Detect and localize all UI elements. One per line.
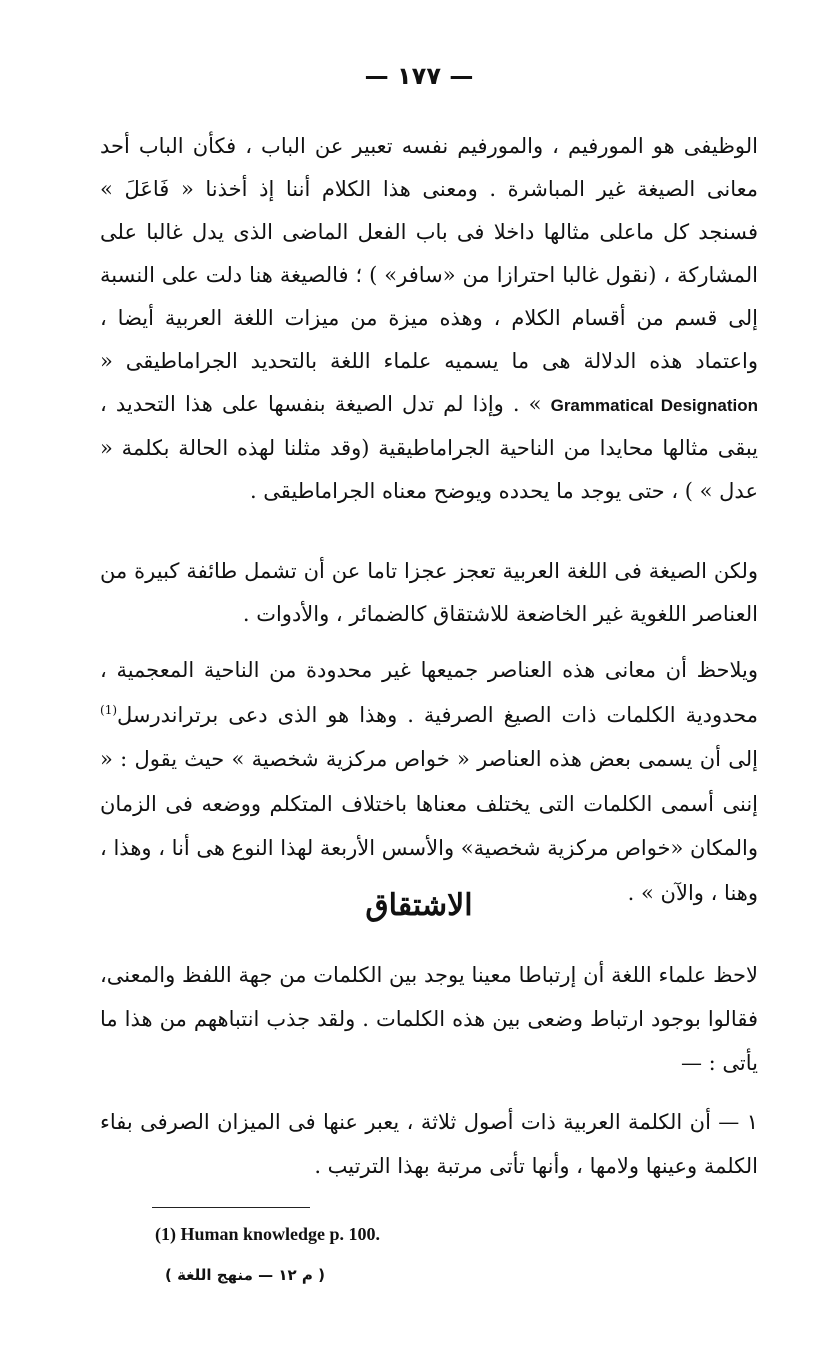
paragraph-text-part-1: الوظيفى هو المورفيم ، والمورفيم نفسه تعبير عن الباب ، فكأن الباب أحد معانى الصيغة غير المباشرة . ومعنى هذا الكلام أننا إذ أخذنا « فَاعَلَ » فسنجد كل ماعلى مثالها داخلا فى باب الفعل الماضى الذى يدل غالبا على المشاركة ، (نقول غالبا احترازا من «سافر» ) ؛ فالصيغة هنا دلت على النسبة إلى قسم من أقسام الكلام ، وهذه ميزة من ميزات اللغة العربية أيضا ، واعتماد هذه الدلالة هى ما يسميه علماء اللغة بالتحديد الجراماطيقى « <box>100 134 758 373</box>
printer-signature-mark: ( م ١٢ — منهج اللغة ) <box>165 1266 325 1284</box>
paragraph-text-part-1: ويلاحظ أن معانى هذه العناصر جميعها غير محدودة من الناحية المعجمية ، محدودية الكلمات ذات الصيغ الصرفية . وهذا هو الذى دعى برتراندرسل <box>100 658 758 727</box>
paragraph-morpheme-designation <box>100 125 758 513</box>
section-heading: الاشتقاق <box>365 888 473 923</box>
paragraph-derivation-intro: لاحظ علماء اللغة أن إرتباطا معينا يوجد بين الكلمات من جهة اللفظ والمعنى، فقالوا بوجود ارتباط وضعى بين هذه الكلمات . ولقد جذب انتباههم من هذا ما يأتى : — <box>100 963 758 1075</box>
paragraph-three-roots: ١ — أن الكلمة العربية ذات أصول ثلاثة ، يعبر عنها فى الميزان الصرفى بفاء الكلمة وعينها ولامها ، وأنها تأتى مرتبة بهذا الترتيب . <box>100 1110 758 1178</box>
english-term: Grammatical Designation <box>550 396 759 415</box>
page-number: — ١٧٧ — <box>364 62 474 90</box>
footnote-reference: (1) <box>100 702 118 717</box>
paragraph-egocentric-particulars <box>100 648 758 915</box>
paragraph-text-part-2: » . وإذا لم تدل الصيغة بنفسها على هذا التحديد ، يبقى مثالها محايدا من الناحية الجراماطيقية (وقد مثلنا لهذه الحالة بكلمة « عدل » ) ، حتى يوجد ما يحدده ويوضح معناه الجراماطيقى . <box>100 392 758 503</box>
paragraph-text-part-2: إلى أن يسمى بعض هذه العناصر « خواص مركزية شخصية » حيث يقول : « إننى أسمى الكلمات التى يختلف معناها باختلاف المتكلم ووضعه فى الزمان والمكان «خواص مركزية شخصية» والأسس الأربعة لهذا النوع هى أنا ، وهذا ، وهنا ، والآن » . <box>100 747 758 905</box>
footnote-divider <box>152 1207 310 1208</box>
paragraph-non-derivable-elements: ولكن الصيغة فى اللغة العربية تعجز عجزا تاما عن أن تشمل طائفة كبيرة من العناصر اللغوية غير الخاضعة للاشتقاق كالضمائر ، والأدوات . <box>100 559 758 626</box>
footnote: (1) Human knowledge p. 100. <box>155 1224 381 1244</box>
